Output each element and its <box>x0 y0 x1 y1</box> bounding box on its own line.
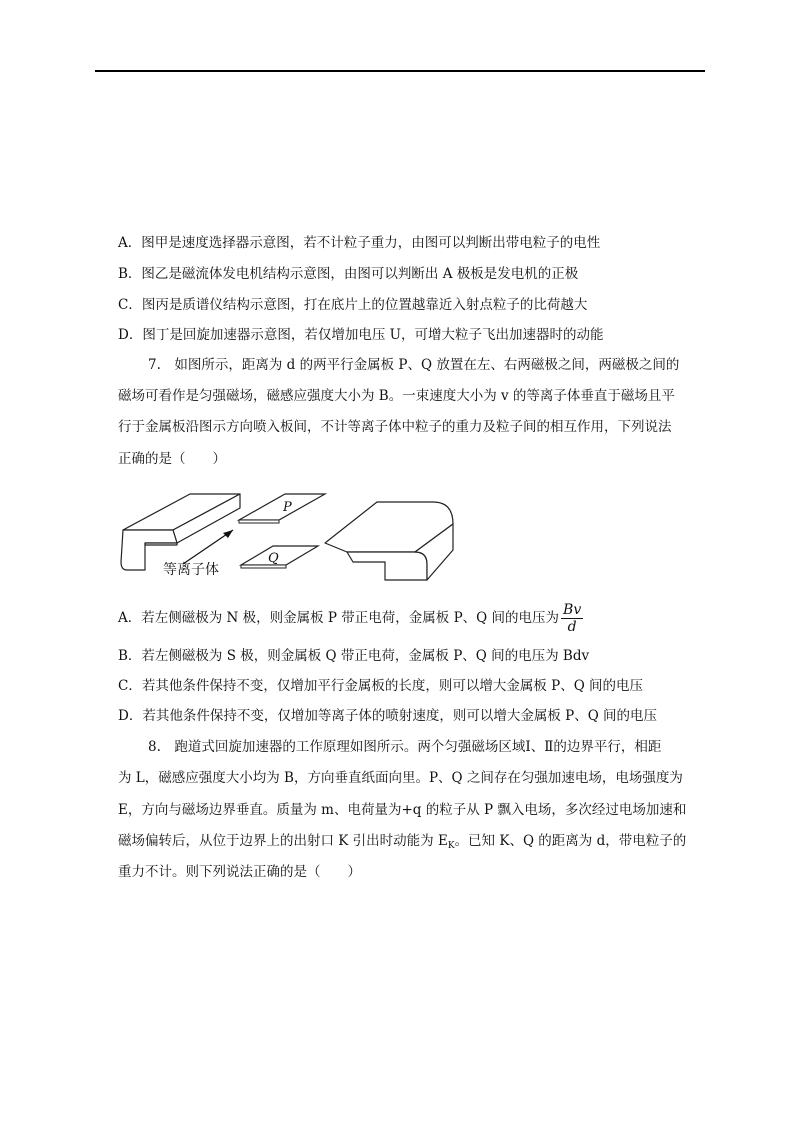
plate-p <box>239 494 325 520</box>
arrow-icon <box>223 530 233 538</box>
q7-option-c: C．若其他条件保持不变，仅增加平行金属板的长度，则可以增大金属板 P、Q 间的电压 <box>118 678 644 694</box>
q7-option-d: D．若其他条件保持不变，仅增加等离子体的喷射速度，则可以增大金属板 P、Q 间的电压 <box>118 708 658 724</box>
plate-q <box>241 546 318 565</box>
q7-stem-line2: 磁场可看作是匀强磁场，磁感应强度大小为 B。一束速度大小为 v 的等离子体垂直于磁场且平 <box>118 388 675 404</box>
q8-line4-part2: 。已知 K、Q 的距离为 d，带电粒子的 <box>454 833 687 849</box>
fraction-bv-over-d <box>561 602 583 635</box>
ek-subscript: K <box>447 841 455 851</box>
fraction-denominator: d <box>567 619 577 635</box>
q7-stem-line1: 7. 如图所示，距离为 d 的两平行金属板 P、Q 放置在左、右两磁极之间，两磁极之间的 <box>148 357 680 373</box>
plasma-generator-figure <box>115 480 460 585</box>
q6-option-b: B．图乙是磁流体发电机结构示意图，由图可以判断出 A 极板是发电机的正极 <box>118 266 579 282</box>
q7-option-b: B．若左侧磁极为 S 极，则金属板 Q 带正电荷，金属板 P、Q 间的电压为 Bdv <box>118 648 590 664</box>
q6-option-d: D．图丁是回旋加速器示意图，若仅增加电压 U，可增大粒子飞出加速器时的动能 <box>118 327 604 343</box>
q6-option-c: C．图丙是质谱仪结构示意图，打在底片上的位置越靠近入射点粒子的比荷越大 <box>118 297 588 313</box>
q8-stem-line2: 为 L，磁感应强度大小均为 B，方向垂直纸面向里。P、Q 之间存在匀强加速电场，电场强度为 <box>118 770 683 786</box>
label-plasma: 等离子体 <box>163 562 219 578</box>
q6-option-a: A．图甲是速度选择器示意图，若不计粒子重力，由图可以判断出带电粒子的电性 <box>118 235 601 251</box>
q7-stem-line3: 行于金属板沿图示方向喷入板间，不计等离子体中粒子的重力及粒子间的相互作用，下列说法 <box>118 419 672 435</box>
q7-option-a-text: A．若左侧磁极为 N 极，则金属板 P 带正电荷，金属板 P、Q 间的电压为 <box>118 610 560 626</box>
label-p: P <box>283 500 292 515</box>
label-q: Q <box>268 551 279 566</box>
q8-stem-line3: E，方向与磁场边界垂直。质量为 m、电荷量为+q 的粒子从 P 飘入电场，多次经过电场加速和 <box>118 802 687 818</box>
q8-stem-line1: 8. 跑道式回旋加速器的工作原理如图所示。两个匀强磁场区域Ⅰ、Ⅱ的边界平行，相距 <box>148 739 662 755</box>
q7-option-a <box>118 602 583 635</box>
header-rule <box>95 70 705 72</box>
q8-line4-part1: 磁场偏转后，从位于边界上的出射口 K 引出时动能为 E <box>118 833 448 849</box>
q7-stem-line4: 正确的是（ ） <box>118 451 226 467</box>
fraction-numerator: Bv <box>563 602 582 618</box>
q8-stem-line5: 重力不计。则下列说法正确的是（ ） <box>118 864 361 880</box>
q8-stem-line4 <box>118 832 686 855</box>
